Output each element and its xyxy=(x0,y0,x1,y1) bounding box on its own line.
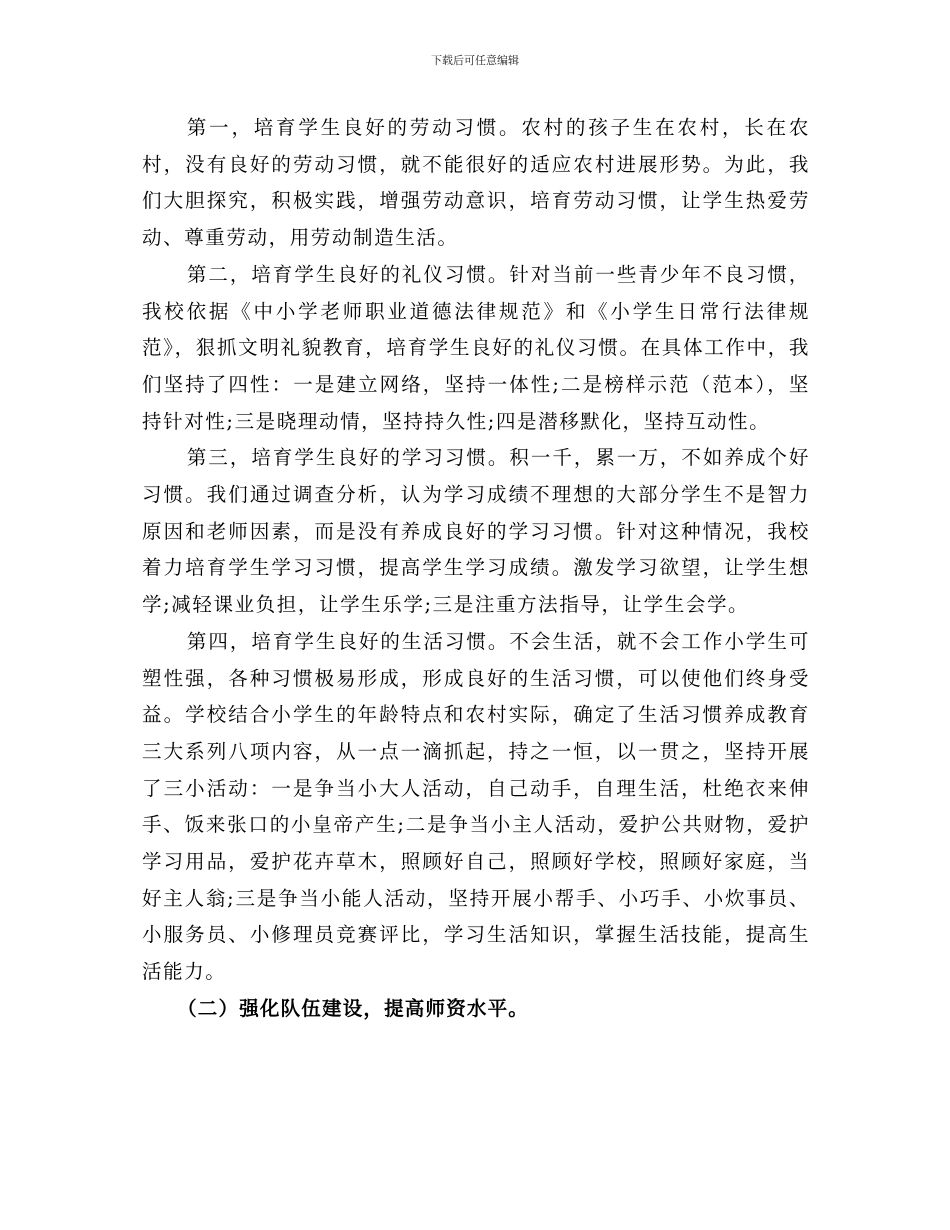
paragraph-living-habits: 第四，培育学生良好的生活习惯。不会生活，就不会工作小学生可塑性强，各种习惯极易形成，形成良好的生活习惯，可以使他们终身受益。学校结合小学生的年龄特点和农村实际，确定了生活习惯养成教育三大系列八项内容，从一点一滴抓起，持之一恒，以一贯之，坚持开展了三小活动：一是争当小大人活动，自己动手，自理生活，杜绝衣来伸手、饭来张口的小皇帝产生;二是争当小主人活动，爱护公共财物，爱护学习用品，爱护花卉草木，照顾好自己，照顾好学校，照顾好家庭，当好主人翁;三是争当小能人活动，坚持开展小帮手、小巧手、小炊事员、小服务员、小修理员竞赛评比，学习生活知识，掌握生活技能，提高生活能力。 xyxy=(142,629,810,984)
paragraph-etiquette-habits: 第二，培育学生良好的礼仪习惯。针对当前一些青少年不良习惯，我校依据《中小学老师职业道德法律规范》和《小学生日常行法律规范》，狠抓文明礼貌教育，培育学生良好的礼仪习惯。在具体工作中，我们坚持了四性：一是建立网络，坚持一体性;二是榜样示范（范本），坚持针对性;三是晓理动情，坚持持久性;四是潜移默化，坚持互动性。 xyxy=(142,262,810,433)
document-body xyxy=(142,110,810,1028)
paragraph-labor-habits: 第一，培育学生良好的劳动习惯。农村的孩子生在农村，长在农村，没有良好的劳动习惯，就不能很好的适应农村进展形势。为此，我们大胆探究，积极实践，增强劳动意识，培育劳动习惯，让学生热爱劳动、尊重劳动，用劳动制造生活。 xyxy=(142,116,810,250)
page-header-note: 下载后可任意编辑 xyxy=(431,54,519,67)
section-heading: （二）强化队伍建设，提高师资水平。 xyxy=(177,996,529,1020)
paragraph-study-habits: 第三，培育学生良好的学习习惯。积一千，累一万，不如养成个好习惯。我们通过调查分析，认为学习成绩不理想的大部分学生不是智力原因和老师因素，而是没有养成良好的学习习惯。针对这种情况，我校着力培育学生学习习惯，提高学生学习成绩。激发学习欲望，让学生想学;减轻课业负担，让学生乐学;三是注重方法指导，让学生会学。 xyxy=(142,446,810,617)
